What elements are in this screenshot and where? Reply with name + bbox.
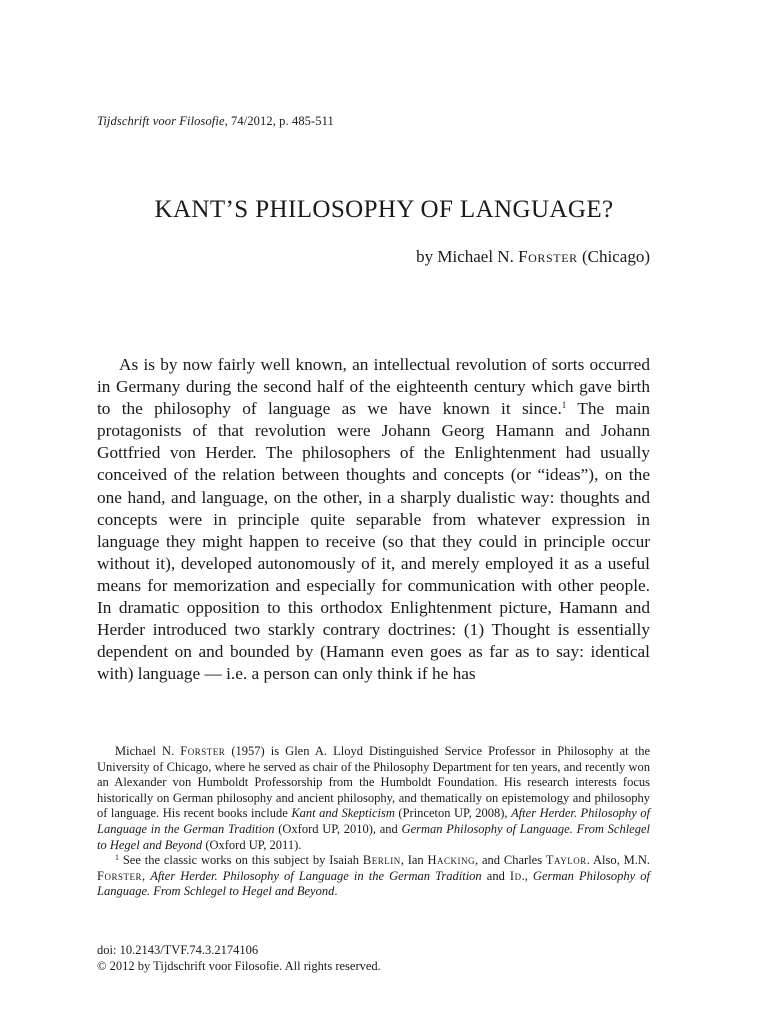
fn1-name-hacking: Hacking xyxy=(427,853,476,868)
author-byline xyxy=(416,247,650,267)
bio-text-2: (Princeton UP, 2008), xyxy=(394,806,512,821)
fn1-text-7: ., xyxy=(521,868,533,883)
bio-text-1: (1957) is Glen A. Lloyd Distinguished Service Professor in Philosophy at the University of Chicago, where he served as chair of the Philosophy Department for ten years, and recently won an Alexander von Humboldt Professorship from the Humboldt Foundation. His research interests focus historically on German philosophy and ancient philosophy, and thematically on epistemology and philosophy of language. His recent books include xyxy=(97,744,650,821)
fn1-name-forster: Forster xyxy=(97,868,142,883)
footnote-1 xyxy=(97,853,650,900)
body-text-part-2: The main protagonists of that revolution were Johann Georg Hamann and Johann Gottfried von Herder. The philosophers of the Enlightenment had usually conceived of the relation between thoughts and concepts (or “ideas”), on the one hand, and language, on the other, in a sharply dualistic way: thoughts and concepts were in principle quite separable from whatever expression in language they might happen to receive (so that they could in principle occur without it), developed autonomously of it, and merely employed it as a useful means for memorization and especially for communication with other people. In dramatic opposition to this orthodox Enlightenment picture, Hamann and Herder introduced two starkly contrary doctrines: (1) Thought is essentially dependent on and bounded by (Hamann even goes as far as to say: identical with) language — i.e. a person can only think if he has xyxy=(97,399,651,684)
fn1-text-8: . xyxy=(334,884,338,899)
fn1-name-berlin: Berlin xyxy=(362,853,401,868)
fn1-name-taylor: Taylor xyxy=(545,853,587,868)
author-surname: Forster xyxy=(518,247,578,266)
fn1-text-5: , xyxy=(141,868,151,883)
journal-name: Tijdschrift voor Filosofie xyxy=(97,114,225,128)
bio-text-3: (Oxford UP, 2010), and xyxy=(274,821,402,836)
fn1-text-6: and xyxy=(481,868,510,883)
journal-details: , 74/2012, p. 485-511 xyxy=(224,114,334,128)
journal-citation xyxy=(97,114,334,129)
fn1-text-1: See the classic works on this subject by Isaiah xyxy=(119,853,363,868)
fn1-book-1: After Herder. Philosophy of Language in the German Tradition xyxy=(150,868,482,883)
fn1-book-2: German Philosophy of Language. From Schlegel to Hegel and Beyond xyxy=(97,868,651,899)
body-paragraph xyxy=(97,354,650,685)
body-text-part-1: As is by now fairly well known, an intellectual revolution of sorts occurred in Germany during the second half of the eighteenth century which gave birth to the philosophy of language as we have known it since. xyxy=(97,355,650,419)
copyright-notice: © 2012 by Tijdschrift voor Filosofie. All rights reserved. xyxy=(97,958,381,973)
bio-text-4: (Oxford UP, 2011). xyxy=(202,837,302,852)
fn1-text-3: , and Charles xyxy=(475,853,546,868)
fn1-text-2: , Ian xyxy=(400,853,428,868)
bio-book-1: Kant and Skepticism xyxy=(291,806,395,821)
doi-copyright-block xyxy=(97,943,381,974)
bio-book-2: After Herder. Philosophy of Language in the German Tradition xyxy=(97,806,650,836)
author-bio-note xyxy=(97,744,650,853)
bio-book-3: German Philosophy of Language. From Schlegel to Hegel and Beyond xyxy=(97,821,650,852)
fn1-text-4: . Also, M.N. xyxy=(586,853,650,868)
footnote-1-number: 1 xyxy=(115,853,119,863)
author-affiliation: (Chicago) xyxy=(577,247,650,266)
bio-name-prefix: Michael N. xyxy=(115,744,181,758)
footnote-reference[interactable]: 1 xyxy=(561,400,567,411)
fn1-name-id: Id xyxy=(509,868,522,883)
footnotes-section xyxy=(97,744,650,900)
doi-link[interactable]: doi: 10.2143/TVF.74.3.2174106 xyxy=(97,943,259,957)
bio-surname: Forster xyxy=(180,744,226,758)
article-title: KANT’S PHILOSOPHY OF LANGUAGE? xyxy=(154,196,614,223)
byline-prefix: by Michael N. xyxy=(416,247,519,266)
